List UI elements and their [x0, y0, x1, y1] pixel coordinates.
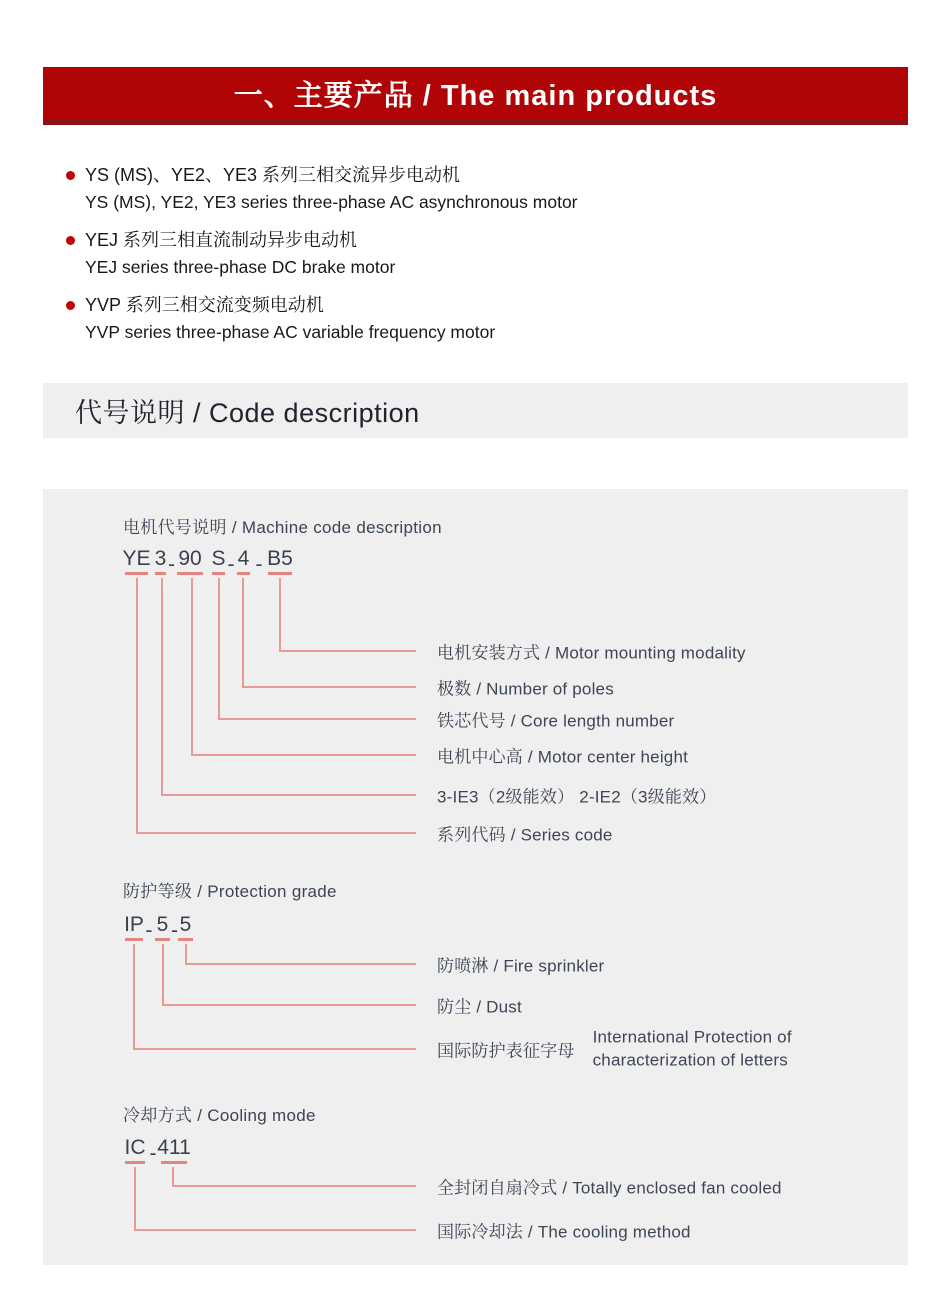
callout-label-english: International Protection of characterization of letters — [592, 1027, 792, 1069]
connector-hline — [218, 718, 416, 720]
machine-code-code-segment: - — [227, 553, 235, 576]
protection-grade-callout-label — [437, 993, 522, 1018]
callout-label-text: 系列代码 / Series code — [437, 825, 613, 845]
product-list — [66, 162, 578, 357]
machine-code-code-segment: 4 — [237, 551, 250, 575]
cooling-mode-callout-label — [437, 1218, 691, 1243]
product-name-zh: YEJ 系列三相直流制动异步电动机 — [85, 230, 358, 250]
connector-hline — [134, 1229, 416, 1231]
protection-grade-code-segment: IP — [125, 920, 143, 941]
machine-code-code-segment: - — [168, 553, 175, 576]
bullet-icon — [66, 301, 75, 310]
machine-code-callout-label — [437, 743, 688, 768]
cooling-mode-code-segment: - — [149, 1142, 157, 1165]
callout-label-text: 防喷淋 / Fire sprinkler — [437, 956, 605, 976]
machine-code-code-segment: - — [255, 553, 263, 576]
main-products-title: 一、主要产品 / The main products — [233, 80, 718, 112]
connector-hline — [161, 794, 416, 796]
machine-code-callout-label — [437, 783, 717, 808]
code-description-panel — [43, 489, 908, 1265]
protection-grade-code-segment: - — [145, 919, 153, 942]
machine-code-code-segment: 90 — [177, 551, 203, 575]
callout-label-text: 3-IE3（2级能效） 2-IE2（3级能效） — [437, 787, 717, 807]
protection-grade-callout-label — [437, 1027, 792, 1072]
machine-code-code-segment: 3 — [155, 551, 166, 575]
bullet-icon — [66, 236, 75, 245]
protection-grade-code-segment: 5 — [178, 920, 193, 941]
connector-vline — [134, 1167, 136, 1231]
machine-code-heading: 电机代号说明 / Machine code description — [123, 518, 442, 537]
product-name-en: YVP series three-phase AC variable frequency motor — [85, 322, 496, 342]
connector-vline — [191, 578, 193, 756]
connector-hline — [185, 963, 416, 965]
protection-grade-callout-label — [437, 952, 604, 977]
cooling-mode-code-segment: 411 — [161, 1143, 187, 1164]
connector-vline — [133, 944, 135, 1050]
connector-vline — [242, 578, 244, 688]
connector-hline — [136, 832, 416, 834]
callout-label-text: 电机安装方式 / Motor mounting modality — [437, 643, 746, 663]
callout-label-text: 铁芯代号 / Core length number — [437, 711, 675, 731]
protection-grade-heading: 防护等级 / Protection grade — [123, 882, 337, 901]
main-products-banner — [43, 67, 908, 125]
connector-vline — [218, 578, 220, 720]
protection-grade-code-segment: - — [171, 919, 178, 942]
callout-label-text: 电机中心高 / Motor center height — [437, 747, 689, 767]
connector-vline — [185, 944, 187, 965]
connector-hline — [279, 650, 416, 652]
machine-code-callout-label — [437, 639, 746, 664]
bullet-icon — [66, 171, 75, 180]
product-name-en: YEJ series three-phase DC brake motor — [85, 257, 396, 277]
product-item — [66, 292, 578, 346]
machine-code-callout-label — [437, 821, 613, 846]
connector-vline — [136, 578, 138, 834]
machine-code-code-segment: B5 — [268, 551, 292, 575]
product-item — [66, 162, 578, 216]
connector-hline — [133, 1048, 416, 1050]
cooling-mode-heading: 冷却方式 / Cooling mode — [123, 1106, 316, 1125]
callout-label-text: 极数 / Number of poles — [437, 679, 614, 699]
product-name-en: YS (MS), YE2, YE3 series three-phase AC asynchronous motor — [85, 192, 578, 212]
callout-label-text: 国际冷却法 / The cooling method — [437, 1222, 691, 1242]
cooling-mode-code-segment: IC — [125, 1143, 145, 1164]
product-name-zh: YVP 系列三相交流变频电动机 — [85, 295, 324, 315]
callout-label-text: 全封闭自扇冷式 / Totally enclosed fan cooled — [437, 1178, 782, 1198]
connector-hline — [162, 1004, 416, 1006]
connector-hline — [191, 754, 416, 756]
code-description-banner — [43, 383, 908, 438]
machine-code-callout-label — [437, 675, 614, 700]
product-item — [66, 227, 578, 281]
connector-hline — [172, 1185, 416, 1187]
connector-vline — [279, 578, 281, 652]
connector-vline — [161, 578, 163, 796]
product-name-zh: YS (MS)、YE2、YE3 系列三相交流异步电动机 — [85, 165, 461, 185]
code-description-title: 代号说明 / Code description — [75, 398, 420, 428]
connector-vline — [172, 1167, 174, 1187]
machine-code-code-segment: YE — [125, 551, 148, 575]
connector-vline — [162, 944, 164, 1006]
connector-hline — [242, 686, 416, 688]
callout-label-text: 国际防护表征字母 — [437, 1041, 575, 1061]
cooling-mode-callout-label — [437, 1174, 782, 1199]
machine-code-code-segment: S — [212, 551, 225, 575]
protection-grade-code-segment: 5 — [155, 920, 170, 941]
callout-label-text: 防尘 / Dust — [437, 997, 522, 1017]
machine-code-callout-label — [437, 707, 674, 732]
